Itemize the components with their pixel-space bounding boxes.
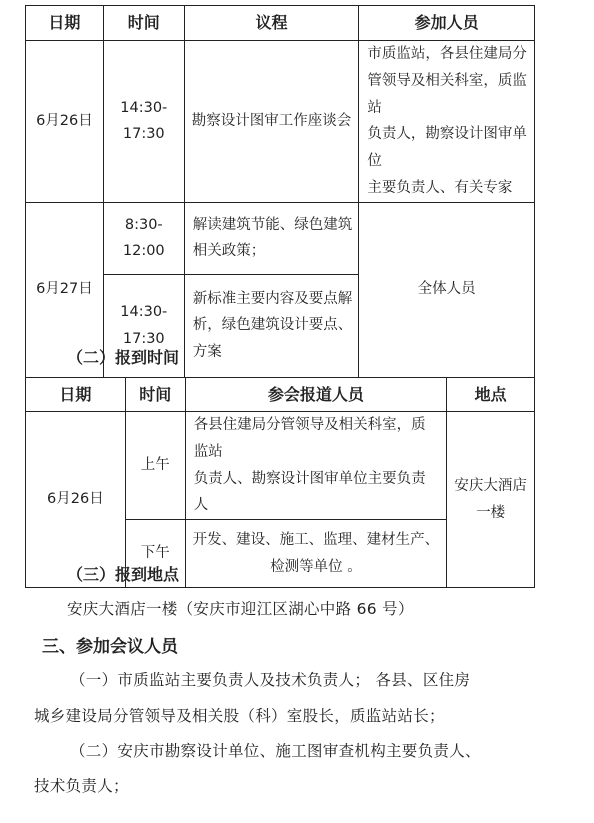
table-header-row xyxy=(26,6,535,41)
time-cell: 8:30- 12:00 xyxy=(103,202,184,274)
header-attendees: 参加人员 xyxy=(359,6,535,41)
paragraph-line: 技术负责人； xyxy=(34,777,129,795)
table-row xyxy=(26,41,535,203)
table-row xyxy=(26,412,535,520)
header-people: 参会报道人员 xyxy=(185,378,446,412)
header-location: 地点 xyxy=(447,378,535,412)
agenda-cell: 勘察设计图审工作座谈会 xyxy=(184,41,359,203)
people-cell: 开发、建设、施工、监理、建材生产、 检测等单位 。 xyxy=(185,520,446,588)
header-agenda: 议程 xyxy=(184,6,359,41)
attendees-cell: 全体人员 xyxy=(359,202,535,377)
date-cell: 6月26日 xyxy=(26,412,126,588)
paragraph-line: （一）市质监站主要负责人及技术负责人； 各县、区住房 xyxy=(70,671,471,689)
venue-address: 安庆大酒店一楼（安庆市迎江区湖心中路 66 号） xyxy=(67,600,414,618)
header-date: 日期 xyxy=(26,6,104,41)
agenda-cell: 新标准主要内容及要点解 析，绿色建筑设计要点、 方案 xyxy=(184,274,359,377)
table-row xyxy=(26,202,535,274)
schedule-table xyxy=(25,5,535,378)
header-time: 时间 xyxy=(103,6,184,41)
attendees-cell: 市质监站，各县住建局分 管领导及相关科室，质监站 负责人，勘察设计图审单位 主要负责人、有关专家 xyxy=(359,41,535,203)
part3-heading: 三、参加会议人员 xyxy=(42,637,178,657)
people-cell: 各县住建局分管领导及相关科室，质监站 负责人、勘察设计图审单位主要负责人 xyxy=(185,412,446,520)
location-cell: 安庆大酒店 一楼 xyxy=(447,412,535,588)
time-cell: 下午 xyxy=(125,520,185,588)
date-cell: 6月27日 xyxy=(26,202,104,377)
paragraph-line: 城乡建设局分管领导及相关股（科）室股长，质监站站长； xyxy=(34,707,445,725)
section3-heading: （三）报到地点 xyxy=(67,565,180,584)
table-header-row xyxy=(26,378,535,412)
registration-table xyxy=(25,377,535,588)
header-time: 时间 xyxy=(125,378,185,412)
time-cell: 14:30- 17:30 xyxy=(103,274,184,377)
time-cell: 14:30- 17:30 xyxy=(103,41,184,203)
header-date: 日期 xyxy=(26,378,126,412)
date-cell: 6月26日 xyxy=(26,41,104,203)
paragraph-line: （二）安庆市勘察设计单位、施工图审查机构主要负责人、 xyxy=(70,742,481,760)
time-cell: 上午 xyxy=(125,412,185,520)
section2-heading: （二）报到时间 xyxy=(67,348,180,367)
agenda-cell: 解读建筑节能、绿色建筑 相关政策； xyxy=(184,202,359,274)
